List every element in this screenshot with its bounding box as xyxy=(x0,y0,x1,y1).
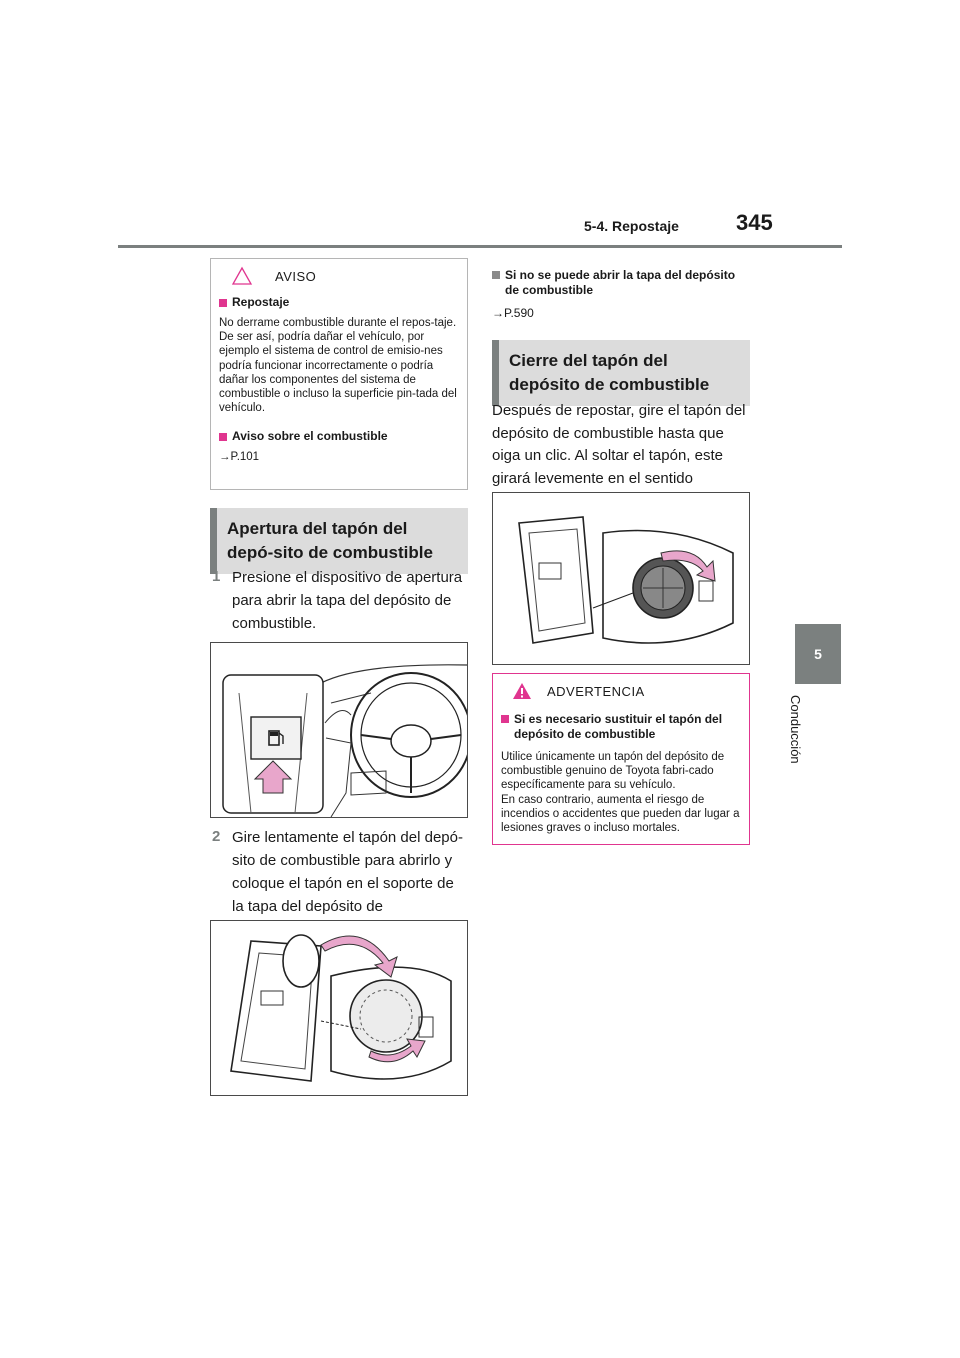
bullet-square-icon xyxy=(492,271,500,279)
aviso-header xyxy=(219,263,459,289)
section-label: 5-4. Repostaje xyxy=(584,218,679,234)
apertura-heading: Apertura del tapón del depó-sito de combustible xyxy=(210,508,468,574)
aviso-item-heading: Aviso sobre el combustible xyxy=(219,429,459,444)
aviso-title: AVISO xyxy=(275,268,317,284)
aviso-box xyxy=(210,258,468,490)
bullet-square-icon xyxy=(219,299,227,307)
aviso-item-heading: Repostaje xyxy=(219,295,459,310)
no-abrir-ref: →P.590 xyxy=(492,306,534,320)
dashboard-illustration xyxy=(211,643,467,817)
step-text: Gire lentamente el tapón del depó-sito de combustible para abrirlo y coloque el tapón en el soporte de la tapa del depósito de xyxy=(232,829,463,915)
chapter-name: Conducción xyxy=(788,695,803,764)
aviso-item-text: No derrame combustible durante el repos-taje. De ser así, podría dañar el vehículo, por ejemplo el sistema de control de emisio-nes podría funcionar incorrectamente o podría dañar los componentes del sistema de combustible o incluso la superficie pin-tada del vehículo. xyxy=(219,317,457,415)
open-cap-figure xyxy=(210,920,468,1096)
bullet-square-icon xyxy=(501,715,509,723)
cierre-text: Después de repostar, gire el tapón del depósito de combustible hasta que oiga un clic. Al soltar el tapón, este girará levemente en el sentido xyxy=(492,402,746,487)
advertencia-title: ADVERTENCIA xyxy=(547,683,645,699)
cierre-heading: Cierre del tapón del depósito de combustible xyxy=(492,340,750,406)
warning-triangle-icon xyxy=(511,681,533,701)
open-cap-illustration xyxy=(211,921,467,1095)
caution-triangle-icon xyxy=(231,266,253,286)
fuel-opener-figure xyxy=(210,642,468,818)
step-number: 2 xyxy=(212,828,221,845)
step-number: 1 xyxy=(212,568,221,585)
advertencia-heading: Si es necesario sustituir el tapón del depósito de combustible xyxy=(501,712,741,742)
step-text: Presione el dispositivo de apertura para abrir la tapa del depósito de combustible. xyxy=(232,569,463,632)
advertencia-header xyxy=(501,678,741,704)
step-1 xyxy=(212,566,468,635)
no-abrir-heading: Si no se puede abrir la tapa del depósito de combustible xyxy=(492,268,750,298)
bullet-square-icon xyxy=(219,433,227,441)
advertencia-box xyxy=(492,673,750,845)
page-number: 345 xyxy=(736,210,773,235)
close-cap-illustration xyxy=(493,493,749,664)
header-rule xyxy=(118,245,842,248)
aviso-ref: →P.101 xyxy=(219,451,260,464)
chapter-tab: 5 xyxy=(795,624,841,684)
close-cap-figure xyxy=(492,492,750,665)
advertencia-text: Utilice únicamente un tapón del depósito de combustible genuino de Toyota fabri-cado específicamente para su vehículo. En caso contrario, aumenta el riesgo de incendios o accidentes que pueden dar lugar a lesiones graves o incluso mortales. xyxy=(501,751,740,835)
